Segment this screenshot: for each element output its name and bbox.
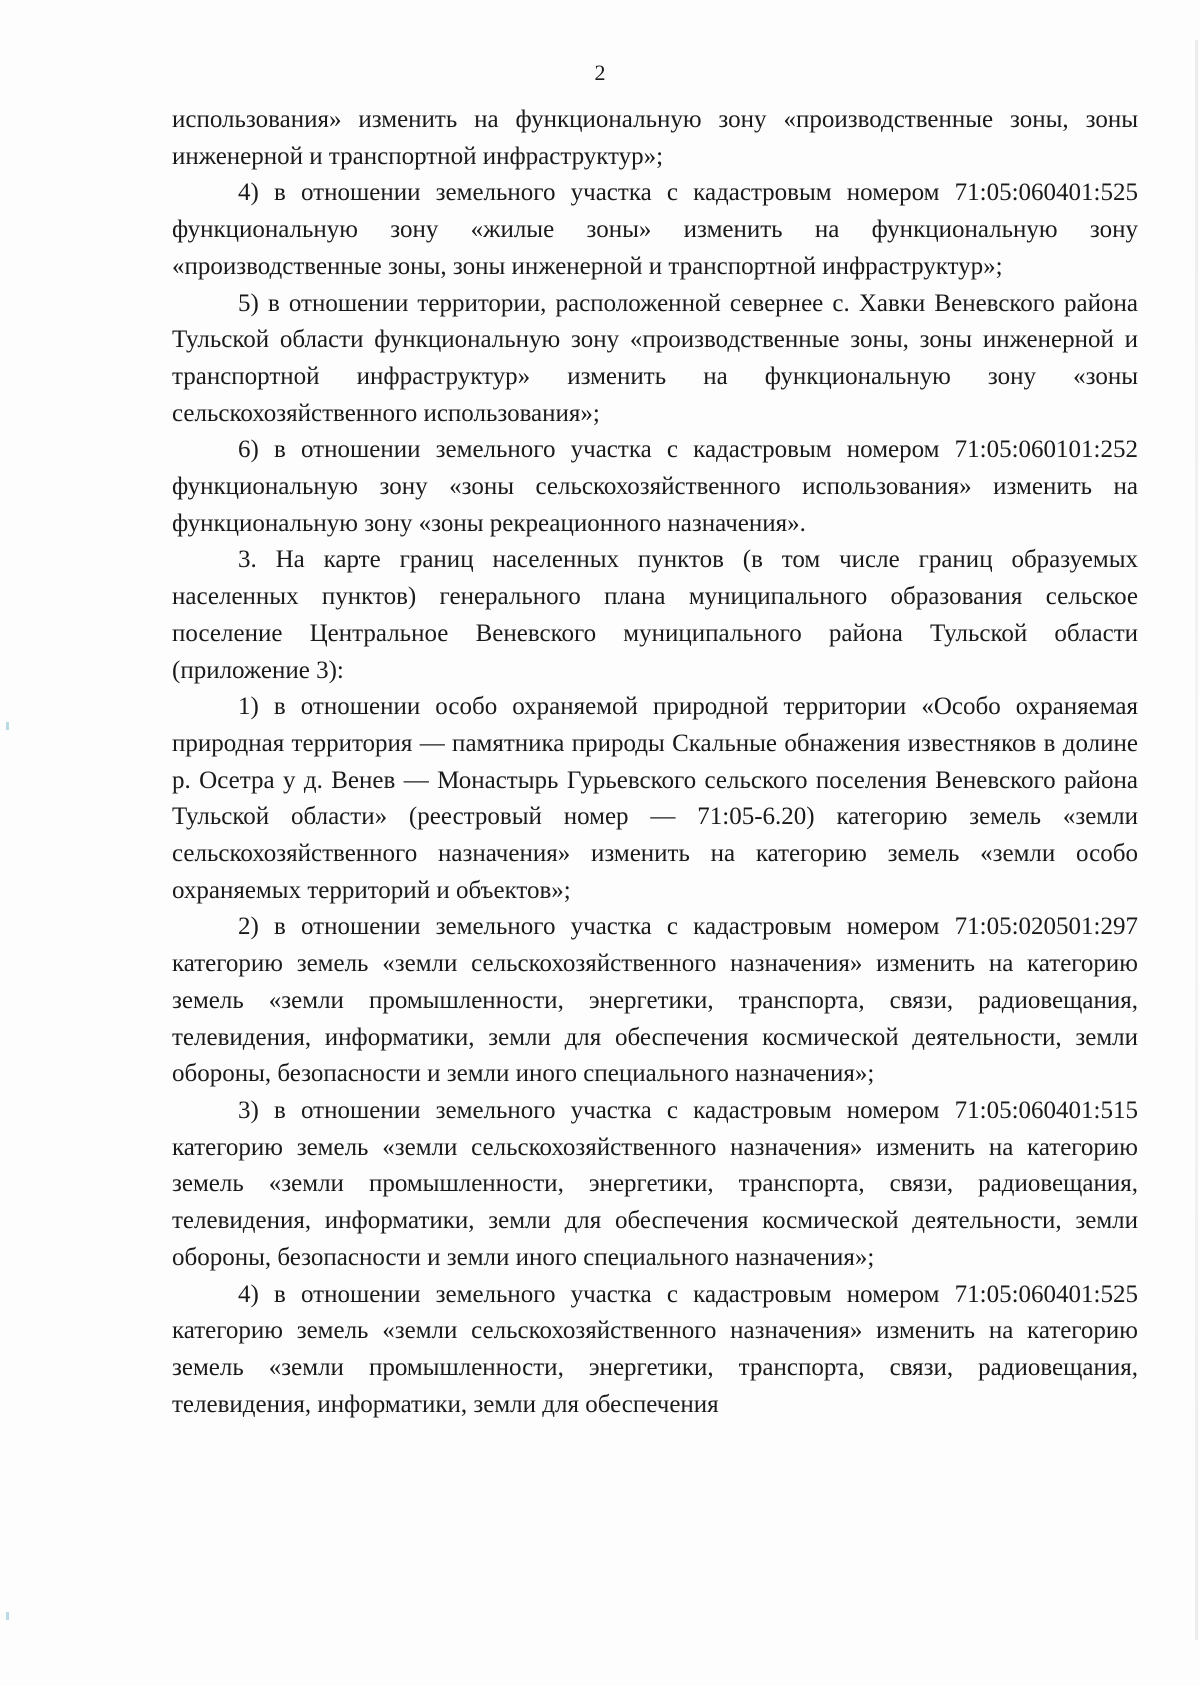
scan-edge-shadow bbox=[1195, 40, 1198, 1640]
paragraph-9: 4) в отношении земельного участка с кадастровым номером 71:05:060401:525 категорию земель «земли сельскохозяйственного назначения» изменить на категорию земель «земли промышленности, энергетики, транспорта, связи, радиовещания, телевидения, информатики, земли для обеспечения bbox=[172, 1280, 1138, 1418]
paragraph-5: 3. На карте границ населенных пунктов (в том числе границ образуемых населенных пунктов) генерального плана муниципального образования сельское поселение Центральное Веневского муниципального района Тульской области (приложение 3): bbox=[172, 546, 1138, 684]
paragraph-2: 4) в отношении земельного участка с кадастровым номером 71:05:060401:525 функциональную зону «жилые зоны» изменить на функциональную зону «производственные зоны, зоны инженерной и транспортной инфраструктур»; bbox=[172, 179, 1138, 280]
paragraph-1: использования» изменить на функциональную зону «производственные зоны, зоны инженерной и транспортной инфраструктур»; bbox=[172, 106, 1138, 170]
scan-artifact-mark bbox=[6, 722, 9, 730]
page-number: 2 bbox=[594, 60, 606, 85]
document-body bbox=[172, 102, 1138, 1423]
scan-artifact-mark bbox=[6, 1612, 9, 1620]
paragraph-3: 5) в отношении территории, расположенной севернее с. Хавки Веневского района Тульской области функциональную зону «производственные зоны, зоны инженерной и транспортной инфраструктур» изменить на функциональную зону «зоны сельскохозяйственного использования»; bbox=[172, 289, 1138, 427]
paragraph-7: 2) в отношении земельного участка с кадастровым номером 71:05:020501:297 категорию земель «земли сельскохозяйственного назначения» изменить на категорию земель «земли промышленности, энергетики, транспорта, связи, радиовещания, телевидения, информатики, земли для обеспечения космической деятельности, земли обороны, безопасности и земли иного специального назначения»; bbox=[172, 913, 1138, 1088]
paragraph-4: 6) в отношении земельного участка с кадастровым номером 71:05:060101:252 функциональную зону «зоны сельскохозяйственного использования» изменить на функциональную зону «зоны рекреационного назначения». bbox=[172, 436, 1138, 537]
paragraph-6: 1) в отношении особо охраняемой природной территории «Особо охраняемая природная территория — памятника природы Скальные обнажения известняков в долине р. Осетра у д. Венев — Монастырь Гурьевского сельского поселения Веневского района Тульской области» (реестровый номер — 71:05-6.20) категорию земель «земли сельскохозяйственного назначения» изменить на категорию земель «земли особо охраняемых территорий и объектов»; bbox=[172, 693, 1138, 904]
paragraph-8: 3) в отношении земельного участка с кадастровым номером 71:05:060401:515 категорию земель «земли сельскохозяйственного назначения» изменить на категорию земель «земли промышленности, энергетики, транспорта, связи, радиовещания, телевидения, информатики, земли для обеспечения космической деятельности, земли обороны, безопасности и земли иного специального назначения»; bbox=[172, 1096, 1138, 1271]
